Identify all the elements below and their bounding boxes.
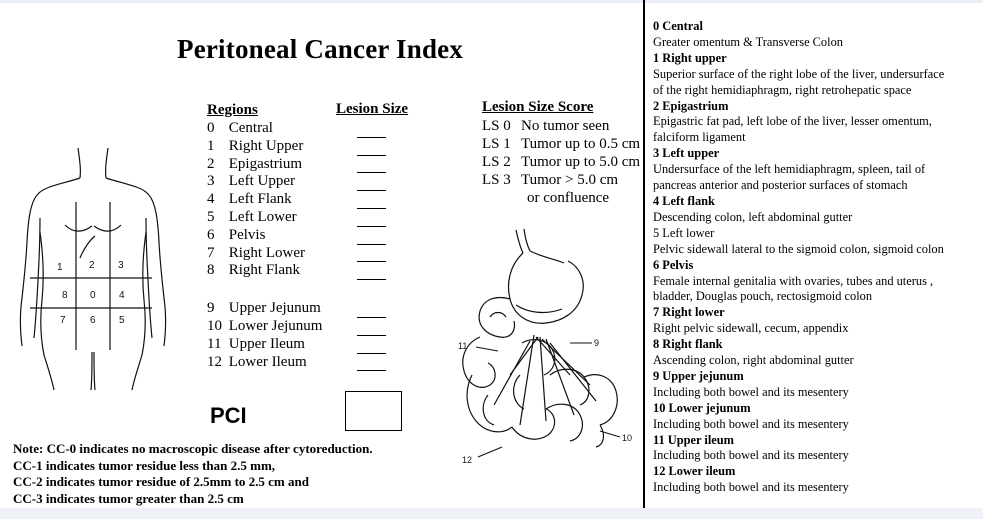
definition-text: of the right hemidiaphragm, right retrohepatic space: [653, 82, 912, 97]
definition-text: bladder, Douglas pouch, rectosigmoid colon: [653, 289, 873, 304]
frame-top-border: [0, 0, 983, 3]
region-row: [207, 318, 322, 336]
note-line: Note: CC-0 indicates no macroscopic disease after cytoreduction.: [13, 441, 373, 456]
lesion-score-code: LS 0: [482, 118, 511, 134]
bowel-label-9: 9: [594, 338, 600, 348]
definition-title: 7 Right lower: [653, 305, 725, 320]
region-name: Upper Ileum: [228, 335, 305, 352]
lesion-score-row: [482, 153, 640, 171]
regions-list: [207, 120, 322, 371]
region-name: Left Lower: [228, 208, 297, 225]
region-row: [207, 120, 322, 138]
abdomen-label: 6: [90, 315, 96, 326]
region-number: 6: [207, 226, 215, 243]
lesion-size-blank[interactable]: [357, 354, 386, 372]
region-name: Left Upper: [228, 173, 295, 190]
region-row: [207, 227, 322, 245]
lesion-size-blank[interactable]: [357, 336, 386, 354]
definition-title: 10 Lower jejunum: [653, 400, 751, 415]
lesion-size-blank[interactable]: [357, 245, 386, 263]
region-name: Right Lower: [228, 244, 305, 261]
note-line: CC-3 indicates tumor greater than 2.5 cm: [13, 490, 244, 506]
region-name: Pelvis: [228, 226, 266, 243]
lesion-size-blank[interactable]: [357, 300, 386, 318]
lesion-size-blank[interactable]: [357, 138, 386, 156]
region-number: 2: [207, 155, 215, 172]
page-title: Peritoneal Cancer Index: [177, 34, 464, 64]
lesion-score-code: LS 1: [482, 136, 511, 152]
lesion-size-blank[interactable]: [357, 209, 386, 227]
region-number: 5: [207, 208, 215, 225]
lesion-score-code: LS 2: [482, 154, 511, 170]
definition-text: Female internal genitalia with ovaries, tubes and uterus ,: [653, 273, 934, 288]
abdomen-label: 8: [62, 290, 68, 301]
lesion-size-blank[interactable]: [357, 318, 386, 336]
regions-header: Regions: [207, 102, 258, 118]
lesion-score-code: LS 3: [482, 172, 511, 188]
definition-text: pancreas anterior and posterior surfaces of stomach: [653, 178, 908, 193]
region-definitions-panel: [653, 19, 979, 496]
abdomen-label: 7: [60, 315, 66, 326]
lesion-score-desc: Tumor > 5.0 cm: [521, 172, 619, 188]
region-name: Lower Jejunum: [228, 317, 323, 334]
definition-title: 2 Epigastrium: [653, 98, 729, 113]
lesion-score-desc: Tumor up to 5.0 cm: [521, 154, 641, 170]
abdomen-label: 4: [119, 290, 125, 301]
definition-text: Undersurface of the left hemidiaphragm, spleen, tail of: [653, 162, 926, 177]
definition-text: Pelvic sidewall lateral to the sigmoid colon, sigmoid colon: [653, 241, 944, 256]
definition-text: Including both bowel and its mesentery: [653, 480, 849, 495]
definition-text: Superior surface of the right lobe of the liver, undersurface: [653, 66, 945, 81]
lesion-score-row: [482, 117, 640, 135]
bowel-label-leaders: [476, 343, 620, 457]
abdomen-grid: [30, 202, 152, 350]
lesion-score-desc: Tumor up to 0.5 cm: [521, 136, 641, 152]
definition-title: 8 Right flank: [653, 337, 723, 352]
lesion-size-blank[interactable]: [357, 262, 386, 280]
lesion-size-blank[interactable]: [357, 120, 386, 138]
definition-text: Including both bowel and its mesentery: [653, 448, 849, 463]
bowel-label-10: 10: [622, 433, 633, 443]
region-name: Central: [228, 120, 273, 136]
region-row: [207, 173, 322, 191]
abdomen-diagram: [0, 140, 180, 390]
abdomen-label: 0: [90, 290, 96, 301]
lesion-score-extra: or confluence: [527, 190, 610, 206]
region-name: Right Upper: [228, 137, 304, 154]
cc-score-note: [13, 441, 373, 507]
lesion-size-blank[interactable]: [357, 191, 386, 209]
lesion-size-score-header: Lesion Size Score: [482, 99, 594, 115]
lesion-score-legend: [482, 117, 640, 207]
region-number: 1: [207, 137, 215, 154]
region-row: [207, 300, 322, 318]
region-name: Epigastrium: [228, 155, 303, 172]
frame-bottom-border: [0, 508, 983, 519]
definition-text: Epigastric fat pad, left lobe of the liver, lesser omentum,: [653, 114, 932, 129]
region-number: 9: [207, 300, 215, 317]
region-row: [207, 138, 322, 156]
region-row: [207, 191, 322, 209]
region-number: 12: [207, 353, 222, 370]
definition-text: Right pelvic sidewall, cecum, appendix: [653, 321, 849, 336]
lesion-size-blanks: [357, 120, 386, 371]
region-number: 10: [207, 317, 222, 334]
column-divider: [643, 0, 645, 508]
lesion-size-header: Lesion Size: [336, 101, 409, 117]
region-number: 0: [207, 120, 215, 136]
lesion-score-desc: No tumor seen: [521, 118, 610, 134]
definition-title: 6 Pelvis: [653, 257, 694, 272]
definition-title: 0 Central: [653, 19, 703, 33]
lesion-size-blank[interactable]: [357, 227, 386, 245]
region-row: [207, 209, 322, 227]
region-row: [207, 245, 322, 263]
region-number: 11: [207, 335, 222, 352]
bowel-illustration: [450, 225, 640, 470]
lesion-score-row: [482, 171, 640, 189]
definition-text: Including both bowel and its mesentery: [653, 384, 849, 399]
note-line: CC-1 indicates tumor residue less than 2.5 mm,: [13, 457, 276, 473]
lesion-size-blank[interactable]: [357, 156, 386, 174]
definition-title: 4 Left flank: [653, 193, 715, 208]
definition-title: 9 Upper jejunum: [653, 368, 744, 383]
definition-text: falciform ligament: [653, 130, 746, 145]
abdomen-label: 3: [118, 260, 124, 271]
region-number: 8: [207, 262, 215, 279]
bowel-label-11: 11: [458, 341, 468, 351]
lesion-score-row: [482, 135, 640, 153]
lesion-size-blank[interactable]: [357, 173, 386, 191]
abdomen-region-labels: [57, 260, 125, 326]
region-row: [207, 262, 322, 280]
definition-text: Descending colon, left abdominal gutter: [653, 209, 853, 224]
region-name: Upper Jejunum: [228, 300, 321, 317]
region-name: Left Flank: [228, 191, 292, 208]
definition-text: Including both bowel and its mesentery: [653, 416, 849, 431]
definition-text: Greater omentum & Transverse Colon: [653, 34, 843, 49]
abdomen-label: 2: [89, 260, 95, 271]
region-number: 3: [207, 173, 215, 190]
definition-title: 11 Upper ileum: [653, 432, 735, 447]
definition-title: 1 Right upper: [653, 50, 727, 65]
definition-title: 3 Left upper: [653, 146, 720, 161]
abdomen-label: 1: [57, 262, 63, 273]
pci-label: PCI: [210, 403, 247, 428]
definition-title: 12 Lower ileum: [653, 464, 736, 479]
bowel-label-12: 12: [462, 455, 473, 465]
region-name: Lower Ileum: [228, 353, 307, 370]
region-number: 4: [207, 191, 215, 208]
abdomen-label: 5: [119, 315, 125, 326]
region-row: [207, 156, 322, 174]
note-line: CC-2 indicates tumor residue of 2.5mm to 2.5 cm and: [13, 474, 309, 489]
definition-text: Ascending colon, right abdominal gutter: [653, 353, 854, 368]
region-number: 7: [207, 244, 215, 261]
region-name: Right Flank: [228, 262, 301, 279]
region-row: [207, 336, 322, 354]
region-row: [207, 354, 322, 372]
definition-title: 5 Left lower: [653, 225, 715, 240]
pci-score-box[interactable]: [345, 391, 402, 431]
